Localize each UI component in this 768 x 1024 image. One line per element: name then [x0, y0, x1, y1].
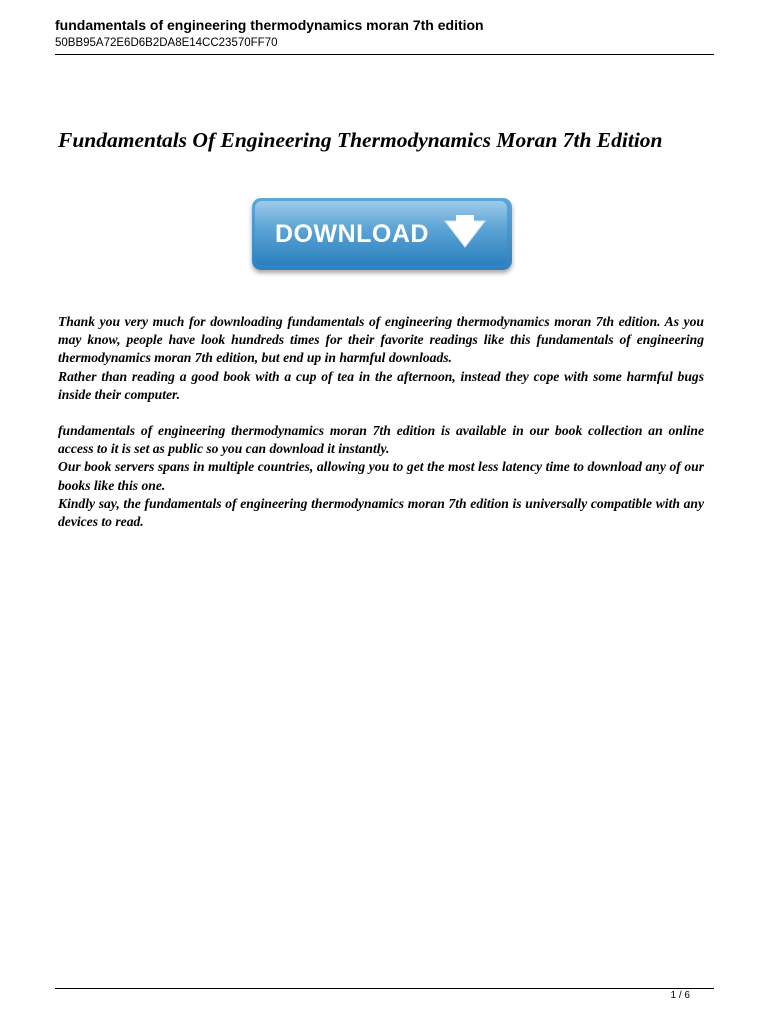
download-button[interactable] [255, 201, 507, 265]
body-paragraph: Kindly say, the fundamentals of engineering thermodynamics moran 7th edition is universally compatible with any devices to read. [58, 495, 704, 530]
body-paragraph: Thank you very much for downloading fundamentals of engineering thermodynamics moran 7th edition. As you may know, people have look hundreds times for their favorite readings like this fundamentals of engineering thermodynamics moran 7th edition, but end up in harmful downloads. [58, 314, 704, 366]
arrow-down-icon [441, 213, 489, 253]
page-footer [55, 988, 714, 1001]
body-paragraph: fundamentals of engineering thermodynamics moran 7th edition is available in our book collection an online access to it is set as public so you can download it instantly. [58, 423, 704, 457]
body-paragraph: Our book servers spans in multiple countries, allowing you to get the most less latency time to download any of our books like this one. [58, 459, 704, 493]
body-paragraph: Rather than reading a good book with a cup of tea in the afternoon, instead they cope with some harmful bugs inside their computer. [58, 368, 704, 402]
download-button-label: DOWNLOAD [275, 220, 429, 248]
document-title: Fundamentals Of Engineering Thermodynamics Moran 7th Edition [58, 128, 663, 152]
header-document-code: 50BB95A72E6D6B2DA8E14CC23570FF70 [55, 37, 278, 49]
download-button-frame [252, 198, 512, 270]
page-header [55, 16, 714, 55]
page-number: 1 / 6 [670, 990, 690, 1001]
header-title: fundamentals of engineering thermodynamics moran 7th edition [55, 17, 484, 33]
paragraph-spacer [58, 404, 704, 422]
document-body [58, 313, 704, 531]
